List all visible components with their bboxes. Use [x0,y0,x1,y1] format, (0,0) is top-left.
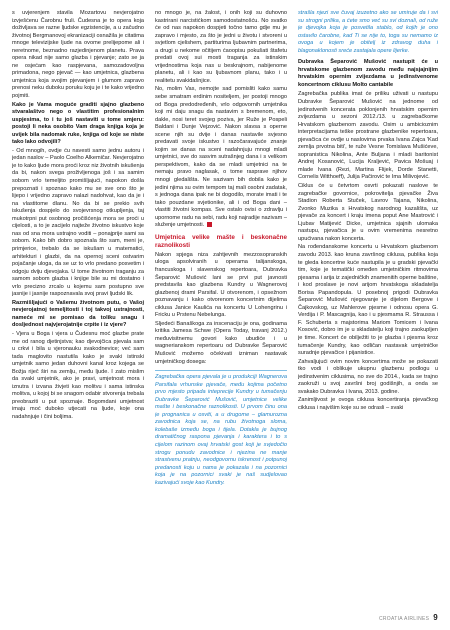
column-right [298,10,438,606]
page-footer [379,613,438,622]
column-middle [155,10,287,606]
interview-answer: s uvjerenjem stavila Mozartovu nevjerojatno izvješćenu Čarobnu fruli. Čudesna je to opera koja doživljava se razne ljudske egzistencije, a u začudno životnoj Bergmanovoj ekranizaciji osnažila je citatima mnoge televizijske ljude na ovome prelijepome ali i neretnome, beznadno razjedinjenom planetu. Prava opera nikad nije samo glazba i pjevanje; zato se ja ne osjećam kao raspjevana, samozadovoljna primadona, nego pjevač — kao umjetnica, glazbena umjetnica koja svojim pjevanjem i glumom zapravo prenosi neku duboku poruku koju je i te kako vrijedno pojmiti. [12,10,144,100]
column-left [12,10,144,606]
interview-question: Kako je Vama moguće graditi sjajno glazbeno stvaralaštvo nego o vlastitim profesionalnim uspjesima, to i tu još nastaviti u tome smjeru: postoji li neka osobito Vam draga knjiga koja je uvijek bila nadomak ruke, knjiga od koje se niste tako lako odvojili? [12,101,144,146]
interview-answer: - Od mnogih, ovdje ću navesti samo jednu autoru i jedan naslov – Paolo Coelho Alkemičar. Nevjerojatno je to kako ljude mora proći kroz niz životnih iskušenja da bi, nakon svega proživljenoga još i sa samim sobom vrlo temeljito promišljajući, napokon došla prepoznati i spoznao kako mu se sve ono što je lijepo i vrijedno zapravo nalazi nadohvat, kao da je i na vlastitome dlanu. No da bi se prekio svih iskušenja dospjelo do svojevrsnog otkupljenja, taj mukotrpni put osobnog pročišćenja mora se proći u cijelosti, a to je zacijelo najteže životno iskustvo koje nas od sna mora ustrajno voditi – ponajprije sami sa sobom. Kako bih dobro spoznala što sam, meni je, primjerice, trebalo da se iskušam u matematici, arhitekturi i glazbi, da na opernoj sceni ostvarim pojačanje uloga, da se uz to vrlo predano posvetim i odgoju dviju djevojaka. U tome životnom traganju za samom sobom glazba i knjige bile su mi dostatno i vrlo precizno zrcalo u kojemu sam postupno sve jasnije i jasnije raspoznavala svoj pravi ljudski lik. [12,147,144,298]
section-heading: Dubravka Šeparović Mušović nastupit će u hrvatskome glazbenom zavodu među najsjajnijim hrvatskim opernim zvijezdama u jedinstvenome koncertnom ciklusu Molto cantabile [298,59,438,88]
quote-sidebar [155,370,287,487]
sidebar-quote: Zagrebačka opera pjevala je u produkciji Wagnerova Parsifala vrhunske pjevače, među kojima početno prvo mjesto pripada inteprecije Kundry u tumačenju Dubravke Šeparović Mušović, umjetnice velike mašte i beskonačne raznolikosti. U prvom činu ona je prognanica u osviti, a u drugome – glamurozna zavodnica koja se, na rubu životnoga sloma, kolebaše između boga i tijela. Dotakla je bujnog dramatičnog raspona pjevanja i karaktera i to s cijelom razinom ovaj hrvatski gost koji je svjedočio strogu ponudu zavodnice i njezina ne manje strastvenu pratnju, neodgovornu iskrenost i potpunoj predanosti koju u nama je pokazala i na pozornici koja je na pozornici svaki je naš sudjelovao kazivajući svoje kao Kundry. [155,374,287,486]
body-paragraph: Zahvaljujući ovim novim koncertima može se pokazati tko vodi i oblikuje ukupnu glazbenu podlogu u jedinstvenim ciklusima, no sve do 2014., kada se trajno zaokruži u svoj završni broj godišnjih, a onda se svakako Dubravka i Ivana, 2013. godine. [298,358,438,395]
quote-continuation: strašla njezi sve čuvaj izuzetno ako se umiruje da i svi su strogni prilika, a ćete smo već su svi doznali, od ruže je djevojka koja je posvetila stablo, od kojih je ono ostavilo čarobne, kad Ti se nije to, toga su nemamo iz ovoga u kojem je obitelj iz zdravog duha i blagonaklonosti sreće zastajala opere lijerke. [298,10,438,54]
interview-question: Razmišljajući o Vašemu životnom putu, o Vašoj nevjerojatnoj temeljitosti i toj takvoj ustrajnosti, nameće mi se pomisao da toliku snagu i dosljednost najvjerojatnije crpite i iz vjere? [12,299,144,329]
interview-answer [155,86,287,229]
body-paragraph: Na rođendanskome koncertu u Hrvatskom glazbenom zavodu 2013. kao kruna završnog ciklusa, publika koja te gleda koncertne kuće nastupila je u gradski pjevački tim, koje je tematički omeđen umjetničkim ritmovima pjesama i arija iz zajedničkih znamenitih operne baštine, i kod proslave je novi arijom hrvatskoga skladatelja Borisa Papandopula. U posebnoj prigodi Dubravka Šeparović Mušović njegovanje je dijelom Bergove i Čajkovskog, uz Mahlerove pjesme i odnosu opera G. Verdija i P. Mascagnija, kao i u pjesmama R. Straussa i F. Schuberta s majstorima Mariom Tomicem i Ivana Kosović, dobro im je u skladatelju koji trajno zaokupljen je time. Koncert će obilježiti to je glazba i pjesma kroz tumačenje Kundry, kao odličan nastavak umjetničke suradnje pjevačice i pijanistice. [298,244,438,357]
answer-text: No, molim Vas, nemojte sad pomisliti kako samu sebe smatram erdinim nositeljem, jer postoji mnogo od Boga predodređenih, vrlo odgovornih umjetnika koji mi daju snagu da nastavim s bremenom, eto, dakle, nosi teret svojeg poziva, jer Ruže je Pospeli Baldani i Dunje Vejzović. Nakon slavsa s operne scene njih su dvije i danas nastavile svjesno predavati svoje iskustvo i razočaravajuće znanje kojim se danas na sceni nadahnjuju mnogi mladi umjetnici, sve do sasvim sutrašnjeg dana i s velikom perspektivom, kako da se mladi umjetnici na te nemaju pravo naglasak, o tome rasprave njihov mnogi gledališta. Ne sazivam bih dobila kako je jedini njima su ovim tempom taj mali osobni zadatak, s jednoga dana ipak ne bi dogodilo, morate imati i te tako pouzdane svjetionike, ali i od Boga dani – vlastiti životni kompas. Sve ostalo ovisi o zdravlju i upornome radu na sebi, radu koji najradije nazivam – služenje umjetnosti. [155,86,287,229]
body-paragraph: Zanimljivost je ovoga ciklusa koncertiranja pjevačkog ciklusa i najvišim koje su se odrasli – svaki [298,397,438,411]
interview-answer: no mnogo je, na žalost, i onih koji su duhovno kastrirani narcistićkom samodostatnošću. No svatko će od nas napokon dospjeti točno tamo gdje mu je zapravo i mjesto, za što je jedni u životu i stvoreni u svjetlom cjelishem, partiturima ljubavnim partnerima, a drugi u nekome očitijem ćaoopisu pokušati štafetu predati ovoj sui mosti traganja za istinskim vrijednostima koja nas u beskrajnom, nabijenome planetu, ali i kao su ljubavnom planu, tako i u realitetu svakidašnjice. [155,10,287,84]
body-paragraph: Sljedeći Banaškoga za inscenaciju je ona, godinama kritika Jamesa Schwe (Opera Today, travanj 2012.) međuvisitnemu govori kako ubudiće i u wagnerianskom repertoaru od Dubravke Šeparović Mušović možemo očekivati izniman nastavak umjetničkog dosega: [155,320,287,365]
end-of-article-icon [207,222,212,227]
body-paragraph: Zagrebačka publika imat će priliku uživati u nastupu Dubravke Šeparović Mušović na jednome od jedinstvenih koncerata poklonjenih hrvatskim opernim zvijezdama u sezoni 2012./13. u zagrebačkome Hrvatskom glazbenom zavodu. Osim u ambicioznim interpretacijama teške prostrane glazbenike repertoara, pjevačica će ovdje u naslovima prvaka Ivana Zajca 'Kad zemlja prvotna biti', te ruže Vesne Tomislava Mušićeve, sopranistica Nikolina, Ante Buljana i mladi baritonist Andrej Kosanović, Lucija Kraljević, Pavica Mošuaj i mlade Ivana (Rezi, Martina Flijek, Dorde Stanetti, Cornelis Witthoeff), Julija Pačirović te Ima Milivojević. [298,91,438,181]
footer-label: CROATIA AIRLINES [378,616,430,622]
interview-answer: - Vjera u Boga i vjera u Čudesnu moć glazbe prate me od ranog djetinjstva; kao djevojčica pjevala sam u crkvi i bila u vjeronauku svakodnevice; već sam tada maglovito nastutila kako je svaki istinski umjetnik samo jedan duhovni kanal kroz kojega se Božja riječ širi na zemlju, među ljude. I zato mislim da svaki umjetnik, ako je pravi, umjetnost mora i iznutra i izvana živjeti kao molitvu i sama istinska molitva, u kojoj bi se snagom odabir stvorenja trebala preobraziti u put spoznaje. Bogomdani umjetnost imaju moć duboko utjecati na ljude, koje ona nadahnjuje i čini boljima. [12,330,144,420]
page-number: 9 [433,613,438,622]
body-paragraph: Nakon spjega niza zahtjevnih mezzosopranskih uloga apsolviranih u operama talijanskoga, francuskoga i slavenskog repertoara, Dubravka Šeparović Mušović lani se prvi put javnosti predstavila kao glazbena Kundry u Wagnerovoj glazbenoj drami Parsifal. U otvorenom, i opsežnom poznavanju i kako otvorenom koncertnim dijelima ciklusa Janice Kaulića na koncertu U Lohengrinu i Fricku u Prstenu Nebelunga. [155,251,287,319]
body-paragraph: Ciklus će u četvrtom osvrti pokazati naslove te zagrebačke govornice, pokrovitelja pjevačke Živa Stadion Roberta Stuček, Lavrov Tajana, Nikolina, Zvonko Muzika s Hrvatskog narodnog kazališta, uz pjevače za koncert i kraju imena poput Ane Mastrović i Ljubav Matijević Dicke, umjetnica sjajnih ulomaka nastupu, pjevačica je u ovim vremenima nesretno upućivana nakon koncerta. [298,183,438,242]
section-heading: Umjetnica velike mašte i beskonačne raznolikosti [155,233,287,249]
